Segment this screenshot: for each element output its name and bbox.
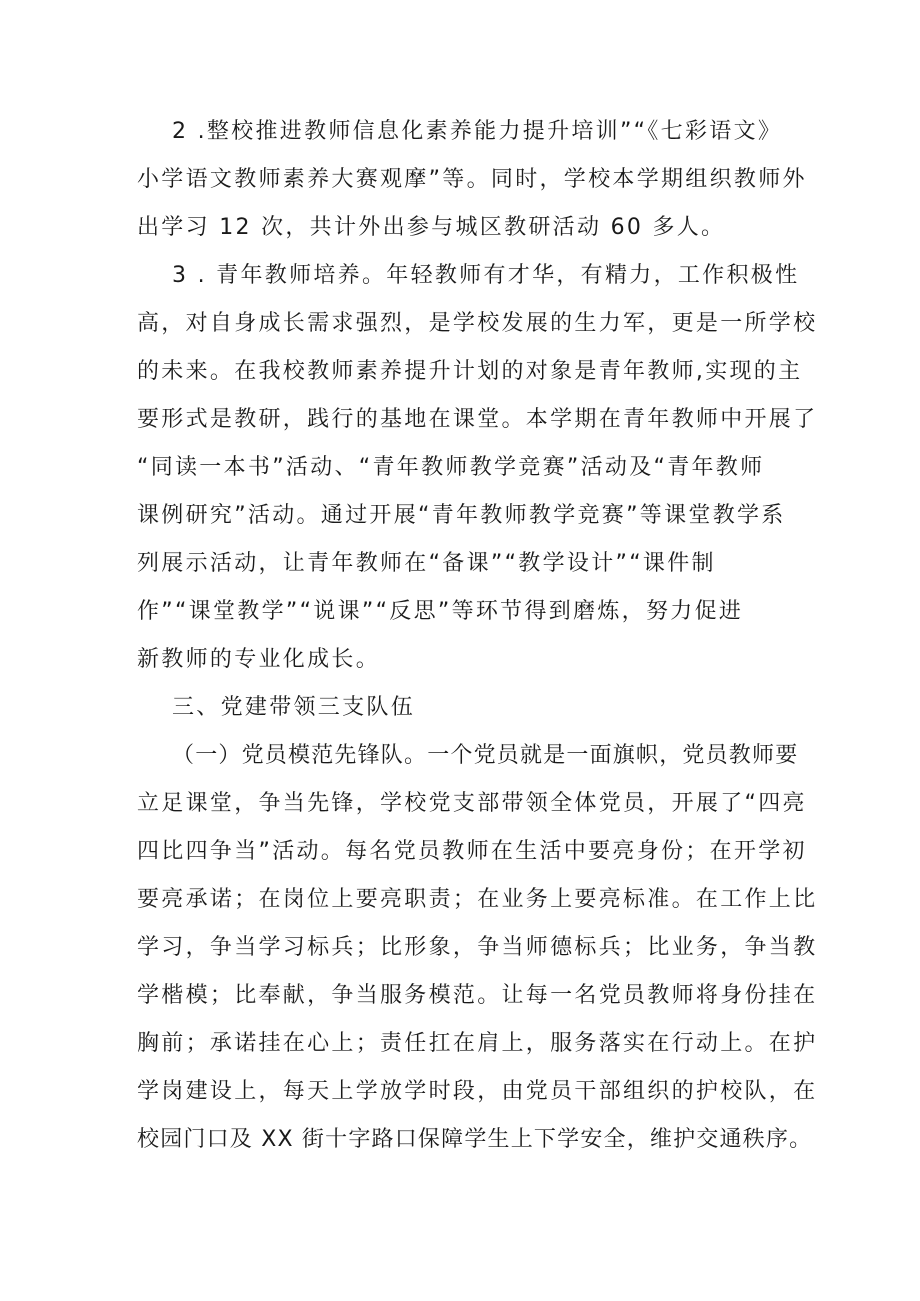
paragraph-3-line-9: 新教师的专业化成长。 (137, 647, 381, 672)
paragraph-4-line-4: 要亮承诺；在岗位上要亮职责；在业务上要亮标准。在工作上比 (137, 887, 818, 912)
paragraph-3-line-1: 3 . 青年教师培养。年轻教师有才华，有精力，工作积极性 (172, 263, 800, 288)
paragraph-4-line-9: 校园门口及 XX 街十字路口保障学生上下学安全，维护交通秩序。 (137, 1127, 813, 1152)
section-heading: 三、党建带领三支队伍 (172, 695, 416, 720)
paragraph-4-line-1: （一）党员模范先锋队。一个党员就是一面旗帜，党员教师要 (172, 743, 799, 768)
paragraph-3-line-6: 课例研究”活动。通过开展“青年教师教学竞赛”等课堂教学系 (137, 503, 786, 528)
paragraph-4-line-7: 胸前；承诺挂在心上；责任扛在肩上，服务落实在行动上。在护 (137, 1031, 818, 1056)
paragraph-3-line-7: 列展示活动，让青年教师在“备课”“教学设计”“课件制 (137, 551, 716, 576)
paragraph-3-line-2: 高，对自身成长需求强烈，是学校发展的生力军，更是一所学校 (137, 311, 818, 336)
paragraph-2-line-3: 出学习 12 次，共计外出参与城区教研活动 60 多人。 (137, 215, 726, 240)
paragraph-4-line-5: 学习，争当学习标兵；比形象，争当师德标兵；比业务，争当教 (137, 935, 818, 960)
paragraph-3-line-3: 的未来。在我校教师素养提升计划的对象是青年教师,实现的主 (137, 359, 803, 384)
paragraph-3-line-4: 要形式是教研，践行的基地在课堂。本学期在青年教师中开展了 (137, 407, 818, 432)
paragraph-2-line-2: 小学语文教师素养大赛观摩”等。同时，学校本学期组织教师外 (137, 167, 807, 192)
paragraph-4-line-3: 四比四争当”活动。每名党员教师在生活中要亮身份；在开学初 (137, 839, 807, 864)
paragraph-4-line-8: 学岗建设上，每天上学放学时段，由党员干部组织的护校队，在 (137, 1079, 818, 1104)
paragraph-3-line-8: 作”“课堂教学”“说课”“反思”等环节得到磨炼，努力促进 (137, 599, 744, 624)
paragraph-3-line-5: “同读一本书”活动、“青年教师教学竞赛”活动及“青年教师 (137, 455, 765, 480)
paragraph-2-line-1: 2 .整校推进教师信息化素养能力提升培训”“《七彩语文》 (172, 119, 783, 144)
paragraph-4-line-6: 学楷模；比奉献，争当服务模范。让每一名党员教师将身份挂在 (137, 983, 818, 1008)
paragraph-4-line-2: 立足课堂，争当先锋，学校党支部带领全体党员，开展了“四亮 (137, 791, 807, 816)
